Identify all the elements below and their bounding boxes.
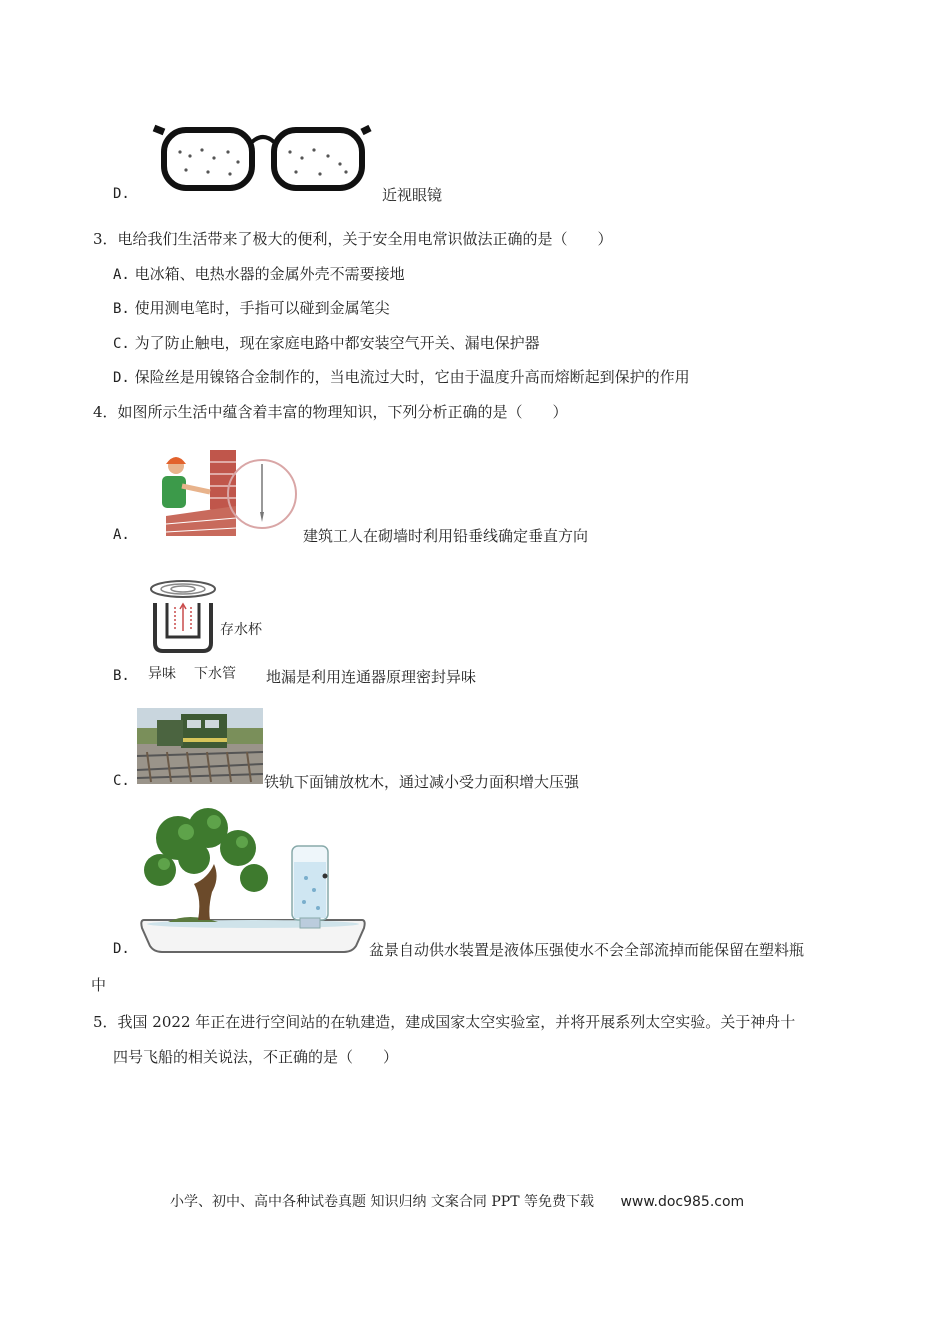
q2-option-d-letter: D.	[113, 186, 130, 202]
footer-link[interactable]: www.doc985.com	[620, 1194, 745, 1210]
q4-option-b-text: 地漏是利用连通器原理密封异味	[266, 668, 477, 686]
q5-stem-line1: 5．我国 2022 年正在进行空间站的在轨建造，建成国家太空实验室，并将开展系列太空实验。关于神舟十	[93, 1013, 796, 1031]
q4-option-d-text: 盆景自动供水装置是液体压强使水不会全部流掉而能保留在塑料瓶	[369, 941, 805, 959]
footer	[170, 1191, 744, 1211]
q4-option-b-letter: B.	[113, 668, 130, 684]
option-text: 电冰箱、电热水器的金属外壳不需要接地	[134, 265, 405, 283]
figure-label-odor: 异味	[148, 666, 176, 682]
bonsai-water-supply-figure	[138, 808, 368, 956]
q4-option-d-continuation: 中	[91, 976, 107, 994]
option-letter: B.	[113, 301, 130, 317]
q4-stem: 4．如图所示生活中蕴含着丰富的物理知识，下列分析正确的是（ ）	[93, 403, 568, 421]
q4-option-c-text: 铁轨下面铺放枕木，通过减小受力面积增大压强	[264, 773, 580, 791]
figure-label-drain-pipe: 下水管	[194, 666, 236, 682]
glasses-figure	[150, 112, 372, 196]
option-letter: C.	[113, 336, 130, 352]
option-text: 保险丝是用镍铬合金制作的，当电流过大时，它由于温度升高而熔断起到保护的作用	[134, 368, 690, 386]
option-letter: D.	[113, 370, 130, 386]
option-letter: A.	[113, 267, 130, 283]
q4-option-a-letter: A.	[113, 527, 130, 543]
q3-option-b	[113, 297, 390, 318]
q4-option-c-letter: C.	[113, 773, 130, 789]
footer-text: 小学、初中、高中各种试卷真题 知识归纳 文案合同 PPT 等免费下载	[170, 1194, 594, 1210]
q3-option-d	[113, 366, 690, 387]
q2-option-d-text: 近视眼镜	[382, 186, 443, 204]
q3-stem: 3．电给我们生活带来了极大的便利，关于安全用电常识做法正确的是（ ）	[93, 230, 613, 248]
figure-label-water-cup: 存水杯	[220, 622, 262, 638]
q5-stem-line2: 四号飞船的相关说法，不正确的是（ ）	[113, 1048, 399, 1066]
q3-option-a	[113, 263, 405, 284]
q4-option-a-text: 建筑工人在砌墙时利用铅垂线确定垂直方向	[303, 527, 589, 545]
bricklayer-plumb-line-figure	[152, 446, 298, 538]
floor-drain-figure	[143, 577, 268, 685]
option-text: 为了防止触电，现在家庭电路中都安装空气开关、漏电保护器	[134, 334, 540, 352]
q3-option-c	[113, 332, 540, 353]
railway-train-figure	[137, 708, 263, 784]
option-text: 使用测电笔时，手指可以碰到金属笔尖	[134, 299, 390, 317]
q4-option-d-letter: D.	[113, 941, 130, 957]
